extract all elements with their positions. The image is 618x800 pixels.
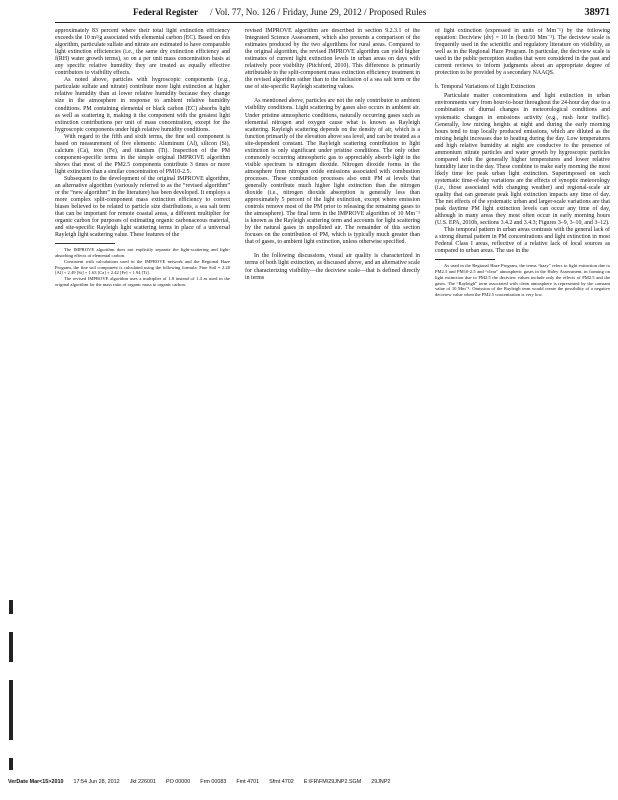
text-column-1: [55, 28, 230, 766]
paragraph: As noted above, particles with hygroscopic components (e.g., particulate sulfate and nitrate) contribute more light extinction at higher relative humidity than at lower relative humidity because they change size in the atmosphere in response to ambient relative humidity conditions. PM containing elemental or black carbon (EC) absorbs light as well as scattering it, making it the component with the greatest light extinction contributions per unit of mass concentration, except for the hygroscopic components under high relative humidity conditions.: [55, 77, 230, 133]
page-number: 38971: [584, 7, 610, 18]
paragraph: This temporal pattern in urban areas contrasts with the general lack of a strong diurnal pattern in PM concentrations and light extinction in most Federal Class I areas, reflective of a relative lack of local sources as compared to urban areas. The use in the: [435, 227, 610, 255]
verdate: VerDate Mar<15>2010: [8, 779, 64, 785]
footer-jkt: Jkt 226001: [129, 779, 156, 785]
footer-time: 17:54 Jun 28, 2012: [73, 779, 120, 785]
page-header: [55, 7, 610, 21]
paragraph: revised IMPROVE algorithm are described in section 9.2.3.1 of the Integrated Science Assessment, which also presents a comparison of the estimates produced by the two algorithms for rural areas. Compared to the original algorithm, the revised IMPROVE algorithm can yield higher estimates of current light extinction levels in urban areas on days with relatively poor visibility (Pitchford, 2010). This difference is primarily attributable to the split-component mass extinction efficiency treatment in the revised algorithm rather than to the inclusion of a sea salt term or the use of site-specific Rayleigh scattering values.: [245, 28, 420, 91]
section-heading: b. Temporal Variations of Light Extinction: [435, 84, 536, 91]
paragraph: of light extinction (expressed in units of Mm⁻¹) by the following equation: Deciview (dv) = 10 ln (bext/10 Mm⁻¹). The deciview scale is frequently used in the scientific and regulatory literature on visibility, as well as in the Regional Haze Program. In particular, the deciview scale is used in the public perception studies that were considered in the past and current reviews to inform judgments about an appropriate degree of protection to be provided by a secondary NAAQS.: [435, 28, 610, 77]
margin-mark: [9, 600, 13, 614]
footer-sfmt: Sfmt 4702: [269, 779, 294, 785]
margin-barcode-marks: [6, 600, 16, 770]
footnote: The revised IMPROVE algorithm uses a multiplier of 1.8 instead of 1.4 as used in the original algorithm for the mass ratio of organic mass to organic carbon.: [55, 275, 230, 287]
margin-mark: [9, 632, 13, 662]
footnote-rule: [435, 259, 495, 260]
margin-mark: [9, 758, 13, 770]
footnote-rule: [55, 243, 115, 244]
paragraph: Subsequent to the development of the original IMPROVE algorithm, an alternative algorithm (variously referred to as the “revised algorithm” or the “new algorithm” in the literature) has been developed. It employs a more complex split-component mass extinction efficiency to correct biases believed to be related to particle size distributions, a sea salt term that can be important for remote coastal areas, a different multiplier for organic carbon for purposes of estimating organic carbonaceous material, and site-specific Rayleigh light scattering terms in place of a universal Rayleigh light scattering value. These features of the: [55, 175, 230, 239]
paragraph: In the following discussions, visual air quality is characterized in terms of both light extinction, as discussed above, and an alternative scale for characterizing visibility—the deciview scale—that is defined directly in terms: [245, 253, 420, 281]
publication-title: Federal Register: [133, 7, 199, 17]
footnote: The IMPROVE algorithm does not explicitly separate the light-scattering and light-absorbing effects of elemental carbon.: [55, 247, 230, 259]
header-rule: [55, 22, 610, 23]
text-column-3: [435, 28, 610, 766]
footer-frm: Frm 00083: [200, 779, 227, 785]
paragraph: As mentioned above, particles are not the only contributor to ambient visibility conditions. Light scattering by gases also occurs in ambient air. Under pristine atmospheric conditions, naturally occurring gases such as elemental nitrogen and oxygen cause what is known as Rayleigh scattering. Rayleigh scattering depends on the density of air, which is a function primarily of the elevation above sea level, and can be treated as a site-dependent constant. The Rayleigh scattering contribution to light extinction is only significant under pristine conditions. The only other commonly occurring atmospheric gas to appreciably absorb light in the visible spectrum is nitrogen dioxide. Nitrogen dioxide forms in the atmosphere from nitrogen oxide emissions associated with combustion processes. These combustion processes also emit PM at levels that generally contribute much higher light extinction than the nitrogen dioxide (i.e., nitrogen dioxide absorption is generally less than approximately 5 percent of the light extinction, except where emission controls remove most of the PM prior to releasing the remaining gases to the atmosphere). The final term in the IMPROVE algorithm of 10 Mm⁻¹ is known as the Rayleigh scattering term and accounts for light scattering by the natural gases in unpolluted air. The remainder of this section focuses on the contribution of PM, which is typically much greater than that of gases, to ambient light extinction, unless otherwise specified.: [245, 98, 420, 246]
paragraph: Particulate matter concentrations and light extinction in urban environments vary from hour-to-hour throughout the 24-hour day due to a combination of diurnal changes in meteorological conditions and systematic changes in emissions activity (e.g., rush hour traffic). Generally, low mixing heights at night and during the early morning hours tend to trap locally produced emissions, which are diluted as the mixing height increases due to heating during the day. Low temperatures and high relative humidity at night are conducive to the presence of ammonium nitrate particles and water growth by hygroscopic particles compared with the generally higher temperatures and lower relative humidity later in the day. These combine to make early morning the most likely time for peak urban light extinction. Superimposed on such systematic time-of-day variations are the effects of synoptic meteorology (i.e., those associated with changing weather) and regional-scale air quality that can generate peak light extinction impacts any time of day. The net effects of the systematic urban and larger-scale variations are that peak daytime PM light extinction levels can occur any time of day, although in many areas they most often occur in early morning hours (U.S. EPA, 2010b, sections 3.4.2 and 3.4.3; Figures 3–9, 3–10, and 3–12).: [435, 93, 610, 227]
footer-file: E:\FR\FM\29JNP2.SGM: [303, 779, 362, 785]
footer-date-code: 29JNP2: [371, 779, 391, 785]
footnote: Consistent with calculations used in the IMPROVE network and the Regional Haze Program, the fine soil component is calculated using the following formula: Fine Soil = 2.20 [Al] + 2.49 [Si] + 1.63 [Ca] + 2.42 [Fe] + 1.94 [Ti].: [55, 258, 230, 276]
paragraph: With regard to the fifth and sixth terms, the fine soil component is based on measurement of five elements: Aluminum (Al), silicon (Si), calcium (Ca), iron (Fe), and titanium (Ti). Inspection of the PM component-specific terms in the simple original IMPROVE algorithm shows that most of the PM2.5 components contribute 3 times or more light extinction than a similar concentration of PM10-2.5.: [55, 133, 230, 175]
paragraph: approximately 83 percent where their total light extinction efficiency exceeds the 10 m²/g associated with elemental carbon (EC). Based on this algorithm, particulate sulfate and nitrate are estimated to have comparable light extinction efficiencies (i.e., the same dry extinction efficiency and f(RH) water growth terms), so on a per unit mass concentration basis at any specific relative humidity they are treated as equally effective contributors to visibility effects.: [55, 28, 230, 77]
volume-line: / Vol. 77, No. 126 / Friday, June 29, 2012 / Proposed Rules: [210, 7, 427, 17]
footer-po: PO 00000: [166, 779, 191, 785]
text-column-2: [245, 28, 420, 766]
footnote: As used in the Regional Haze Program, the terms “hazy” refers to light extinction due to PM2.5 and PM10-2.5 and “clear” atmospheric gases in the Haley Assessment, in forming on light extinction due to PM2.5 the deciview values include only the effects of PM2.5 and the gases. The “Rayleigh” term associated with clean atmosphere is represented by the constant value of 10 Mm⁻¹. Omission of the Rayleigh term would create the possibility of a negative deciview value when the PM2.5 concentration is very low.: [435, 263, 610, 297]
footer-fmt: Fmt 4701: [236, 779, 260, 785]
margin-mark: [9, 680, 13, 740]
page-footer: [8, 776, 613, 788]
